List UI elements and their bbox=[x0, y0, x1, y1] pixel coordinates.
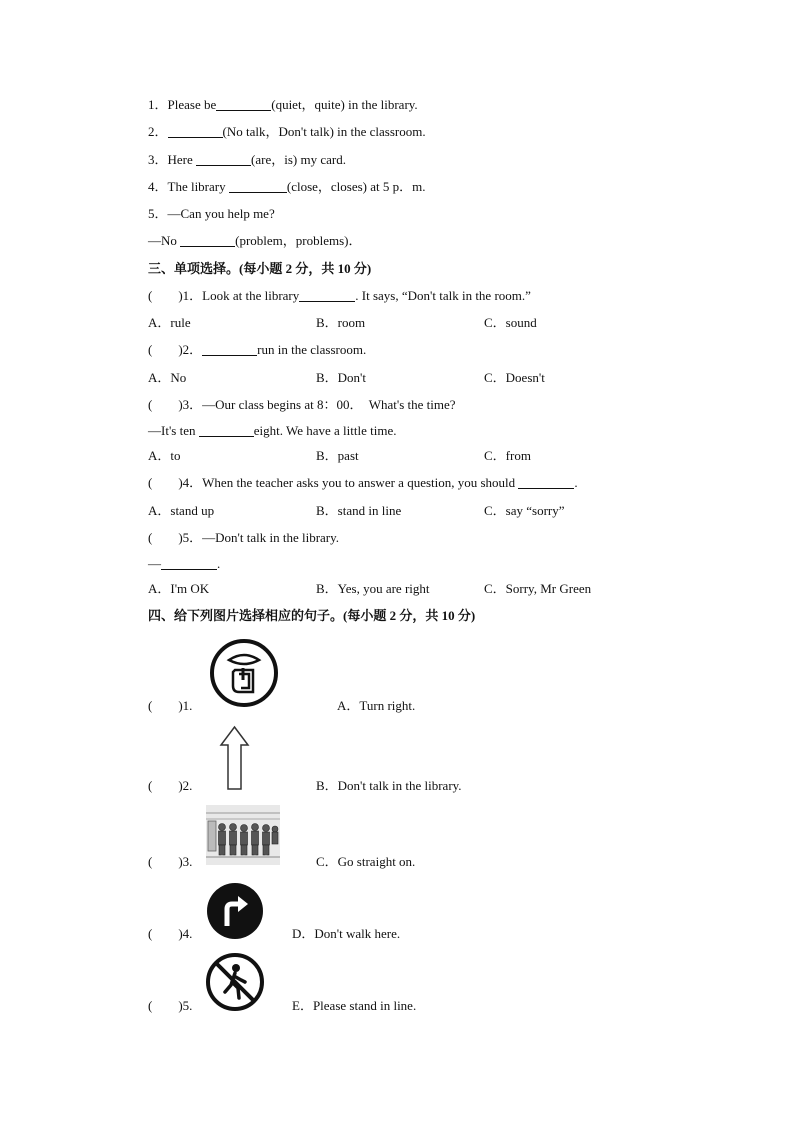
mc-question-3: ( )3．—Our class begins at 8：00． What's the time? bbox=[148, 397, 456, 412]
fill-question-3: 3．Here (are，is) my card. bbox=[148, 152, 346, 167]
match-item-2-number: ( )2. bbox=[148, 778, 193, 793]
match-sentence-b: B．Don't talk in the library. bbox=[316, 778, 462, 793]
answer-blank[interactable] bbox=[180, 234, 235, 247]
answer-blank[interactable] bbox=[199, 424, 254, 437]
answer-blank[interactable] bbox=[216, 98, 271, 111]
mc-option-c[interactable]: C．from bbox=[484, 448, 531, 463]
mc-option-c[interactable]: C．Sorry, Mr Green bbox=[484, 581, 592, 596]
mc-question-5-reply: — . bbox=[148, 556, 221, 571]
fill-question-5-answer: —No (problem，problems)． bbox=[148, 233, 362, 248]
silence-sign-icon bbox=[209, 638, 279, 708]
match-sentence-c: C．Go straight on. bbox=[316, 854, 416, 869]
mc-question-3-reply: —It's ten eight. We have a little time. bbox=[148, 423, 397, 438]
section-3-title: 三、单项选择。(每小题 2 分，共 10 分) bbox=[148, 261, 372, 276]
match-item-3-number: ( )3. bbox=[148, 854, 193, 869]
fill-question-1: 1．Please be (quiet，quite) in the library. bbox=[148, 97, 418, 112]
fill-question-5: 5．—Can you help me? bbox=[148, 206, 275, 221]
answer-blank[interactable] bbox=[299, 289, 355, 302]
mc-question-1: ( )1．Look at the library . It says, “Don't talk in the room.” bbox=[148, 288, 531, 303]
mc-question-5: ( )5．—Don't talk in the library. bbox=[148, 530, 340, 545]
mc-option-b[interactable]: B．Yes, you are right bbox=[316, 581, 430, 596]
match-item-5-number: ( )5. bbox=[148, 998, 193, 1013]
fill-question-2: 2． (No talk，Don't talk) in the classroom. bbox=[148, 124, 426, 139]
match-sentence-d: D．Don't walk here. bbox=[292, 926, 401, 941]
answer-blank[interactable] bbox=[229, 180, 287, 193]
up-arrow-icon bbox=[219, 725, 250, 791]
people-in-line-icon bbox=[206, 805, 280, 865]
match-item-1-number: ( )1. bbox=[148, 698, 193, 713]
mc-option-b[interactable]: B．stand in line bbox=[316, 503, 402, 518]
answer-blank[interactable] bbox=[518, 476, 574, 489]
mc-option-b[interactable]: B．room bbox=[316, 315, 366, 330]
answer-blank[interactable] bbox=[196, 153, 251, 166]
mc-question-4: ( )4．When the teacher asks you to answer a question, you should . bbox=[148, 475, 578, 490]
answer-blank[interactable] bbox=[161, 557, 217, 570]
match-sentence-e: E．Please stand in line. bbox=[292, 998, 417, 1013]
match-item-4-number: ( )4. bbox=[148, 926, 193, 941]
mc-option-a[interactable]: A．to bbox=[148, 448, 181, 463]
answer-blank[interactable] bbox=[168, 125, 223, 138]
section-4-title: 四、给下列图片选择相应的句子。(每小题 2 分，共 10 分) bbox=[148, 608, 476, 623]
mc-option-a[interactable]: A．stand up bbox=[148, 503, 215, 518]
mc-option-a[interactable]: A．rule bbox=[148, 315, 191, 330]
no-walking-sign-icon bbox=[205, 952, 265, 1012]
mc-option-b[interactable]: B．Don't bbox=[316, 370, 367, 385]
mc-question-2: ( )2． run in the classroom. bbox=[148, 342, 367, 357]
mc-option-c[interactable]: C．say “sorry” bbox=[484, 503, 565, 518]
match-sentence-a: A．Turn right. bbox=[337, 698, 416, 713]
mc-option-c[interactable]: C．Doesn't bbox=[484, 370, 545, 385]
mc-option-c[interactable]: C．sound bbox=[484, 315, 537, 330]
turn-right-sign-icon bbox=[206, 882, 264, 940]
answer-blank[interactable] bbox=[202, 343, 257, 356]
fill-question-4: 4．The library (close，closes) at 5 p．m. bbox=[148, 179, 426, 194]
mc-option-a[interactable]: A．I'm OK bbox=[148, 581, 210, 596]
mc-option-a[interactable]: A．No bbox=[148, 370, 187, 385]
mc-option-b[interactable]: B．past bbox=[316, 448, 359, 463]
